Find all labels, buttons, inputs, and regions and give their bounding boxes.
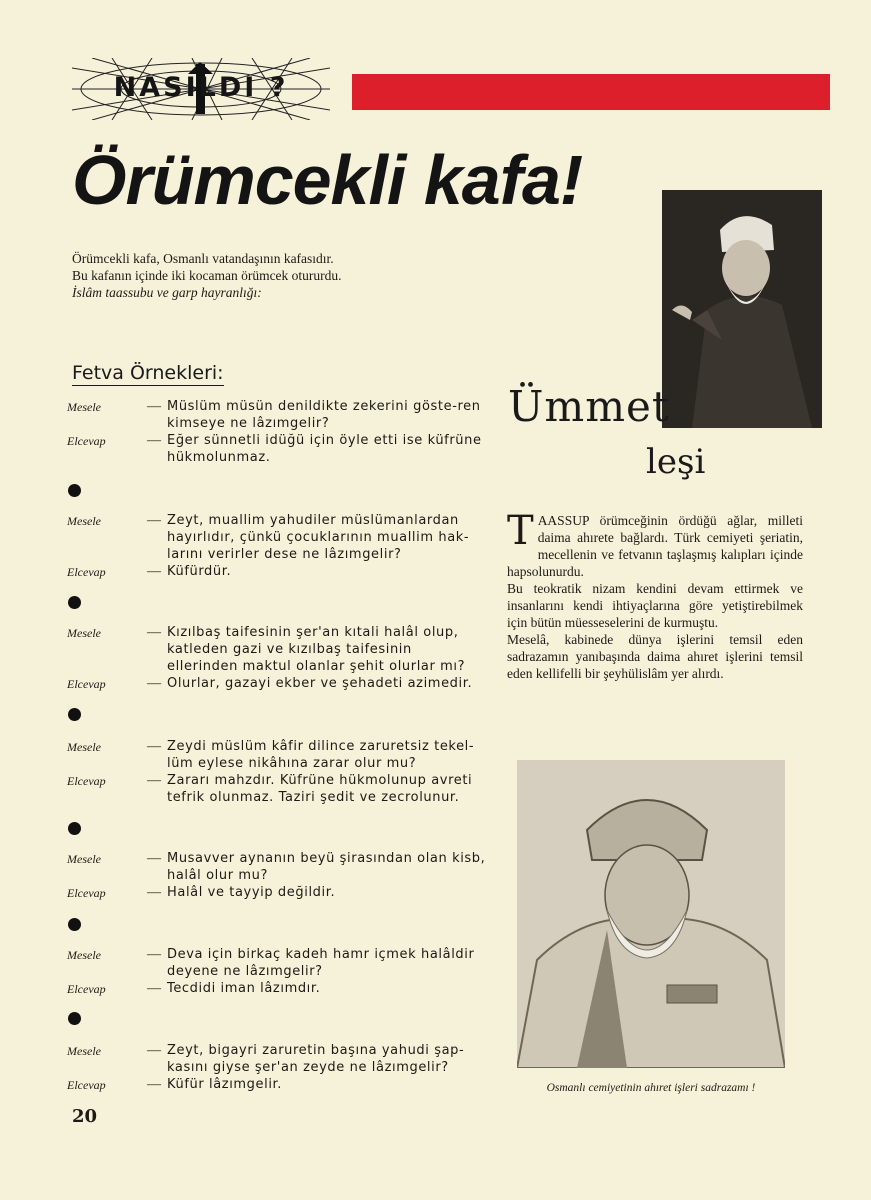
logo-text: NASILDI ? [113,72,289,103]
mesele-label: Mesele [67,948,101,962]
elcevap-label: Elcevap [67,434,106,448]
fetva-item: Mesele — Zeyt, muallim yahudiler müslümanlardan hayırlıdır, çünkü çocuklarının muallim hak-larını verirler dese ne lâzımgelir? Elcevap — Küfürdür. [67,512,487,581]
mesele-label: Mesele [67,852,101,866]
mesele-label: Mesele [67,514,101,528]
mesele-text: Müslüm müsün denildikte zekerini göste-ren kimseye ne lâzımgelir? [167,399,481,431]
bullet-dot [68,708,81,721]
elcevap-text: Tecdidi iman lâzımdır. [167,981,321,996]
page-number: 20 [72,1106,98,1127]
mesele-text: Zeydi müslüm kâfir dilince zaruretsiz tekel-lüm eylese nikâhına zarar olur mu? [167,739,475,771]
article-text [507,508,803,682]
fetva-item: Mesele — Kızılbaş taifesinin şer'an kıtali halâl olup, katleden gazi ve kızılbaş taifesinin ellerinden maktul olanlar şehit olurlar mı? Elcevap — Olurlar, gazayi ekber ve şehadeti azimedir. [67,624,487,693]
mesele-label: Mesele [67,1044,101,1058]
article-paragraph-3: Meselâ, kabinede dünya işlerini temsil eden sadrazamın yanıbaşında daima ahıret işlerini temsil eden kellifelli bir şeyhülislâm yer alırdı. [507,632,803,681]
elcevap-label: Elcevap [67,774,106,788]
fetva-item: Mesele — Zeydi müslüm kâfir dilince zaruretsiz tekel-lüm eylese nikâhına zarar olur mu? Elcevap — Zararı mahzdır. Küfrüne hükmolunup avreti tefrik olunmaz. Taziri şedit ve zecrolunur. [67,738,487,806]
sadrazam-portrait [517,760,785,1068]
portrait-caption: Osmanlı cemiyetinin ahıret işleri sadrazamı ! [546,1082,756,1094]
mesele-text: Kızılbaş taifesinin şer'an kıtali halâl olup, katleden gazi ve kızılbaş taifesinin ellerinden maktul olanlar şehit olurlar mı? [167,625,466,674]
elcevap-label: Elcevap [67,982,106,996]
mesele-text: Zeyt, bigayri zaruretin başına yahudi şap-kasını giyse şer'an zeyde ne lâzımgelir? [167,1043,465,1075]
bullet-dot [68,484,81,497]
elcevap-text: Halâl ve tayyip değildir. [167,885,336,900]
fetva-item: Mesele — Zeyt, bigayri zaruretin başına yahudi şap-kasını giyse şer'an zeyde ne lâzımgelir? Elcevap — Küfür lâzımgelir. [67,1042,487,1094]
article-paragraph-2: Bu teokratik nizam kendini devam ettirmek ve insanlarını kendi ihtiyaçlarına göre yetiştirebilmek için bütün müesseselerini de kurmuştu. [507,581,803,630]
elcevap-label: Elcevap [67,677,106,691]
sheikh-photo [662,190,822,428]
mesele-text: Deva için birkaç kadeh hamr içmek halâldir deyene ne lâzımgelir? [167,947,475,979]
fetva-item: Mesele — Müslüm müsün denildikte zekerini göste-ren kimseye ne lâzımgelir? Elcevap — Eğer sünnetli idüğü için öyle etti ise küfrüne hükmolunmaz. [67,398,487,466]
elcevap-text: Eğer sünnetli idüğü için öyle etti ise küfrüne hükmolunmaz. [167,433,482,465]
fetva-item: Mesele — Musavver aynanın beyü şirasından olan kisb, halâl olur mu? Elcevap — Halâl ve tayyip değildir. [67,851,486,900]
mesele-label: Mesele [67,740,101,754]
mesele-label: Mesele [67,626,101,640]
mesele-text: Zeyt, muallim yahudiler müslümanlardan hayırlıdır, çünkü çocuklarının muallim hak-larını verirler dese ne lâzımgelir? [167,513,470,562]
mesele-text: Musavver aynanın beyü şirasından olan kisb, halâl olur mu? [167,851,486,883]
bullet-dot [68,822,81,835]
elcevap-text: Zararı mahzdır. Küfrüne hükmolunup avreti tefrik olunmaz. Taziri şedit ve zecrolunur. [167,773,473,805]
elcevap-label: Elcevap [67,1078,106,1092]
elcevap-text: Küfür lâzımgelir. [167,1077,283,1092]
intro-line-1: Örümcekli kafa, Osmanlı vatandaşının kafasıdır. [72,251,334,266]
page-title: Örümcekli kafa! [72,141,583,219]
bullet-dot [68,918,81,931]
mesele-label: Mesele [67,400,101,414]
elcevap-text: Küfürdür. [167,564,232,579]
elcevap-label: Elcevap [67,886,106,900]
accent-bar [352,74,830,110]
drop-cap: T [507,508,534,554]
intro-line-2: Bu kafanın içinde iki kocaman örümcek otururdu. [72,268,342,283]
intro-line-3: İslâm taassubu ve garp hayranlığı: [72,285,262,300]
elcevap-text: Olurlar, gazayi ekber ve şehadeti azimedir. [167,676,473,691]
side-heading-word-1: Ümmet [508,382,670,431]
bullet-dot [68,596,81,609]
fetva-item: Mesele — Deva için birkaç kadeh hamr içmek halâldir deyene ne lâzımgelir? Elcevap — Tecdidi iman lâzımdır. [67,946,487,998]
header-logo [72,58,330,120]
section-title: Fetva Örnekleri: [72,362,224,384]
intro-text [72,250,402,301]
side-heading-word-2: leşi [646,442,706,482]
article-paragraph-1: AASSUP örümceğinin ördüğü ağlar, milleti daima ahırete bağlardı. Türk cemiyeti şeriatin, mecellenin ve fetvanın taşlaşmış kalıpları içinde hapsolunurdu. [507,513,803,579]
bullet-dot [68,1012,81,1025]
elcevap-label: Elcevap [67,565,106,579]
